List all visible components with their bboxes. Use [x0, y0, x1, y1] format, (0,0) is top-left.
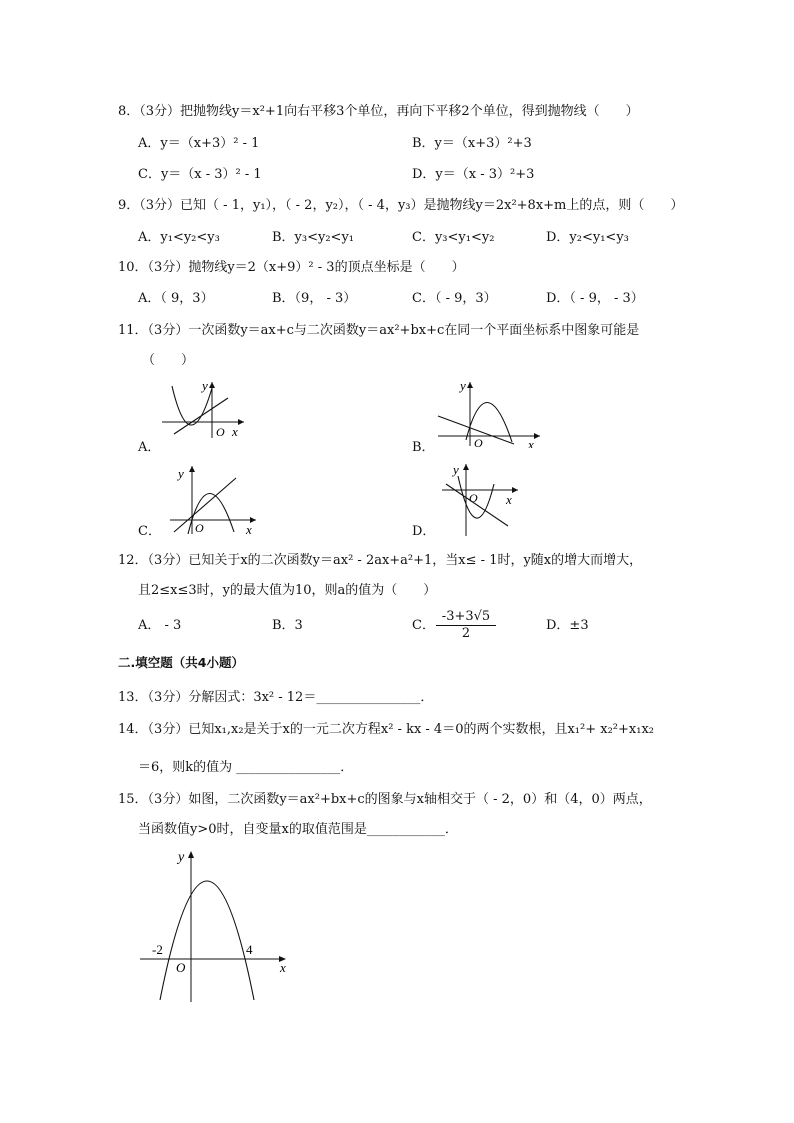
q9-option-a: A．y₁<y₂<y₃ [138, 230, 220, 245]
q11-a-y-label: y [202, 378, 208, 393]
q15-y-label: y [178, 850, 185, 865]
q11-label-a: A． [138, 440, 161, 455]
q14-line2: ＝6，则k的值为 ________________． [138, 760, 354, 775]
q11-label-b: B． [412, 440, 435, 455]
q11-b-x-label: x [528, 437, 534, 448]
q14-line1: 14．（3分）已知x₁,x₂是关于x的一元二次方程x² - kx - 4＝0的两个实数根，且x₁²+ x₂²+x₁x₂ [118, 722, 654, 737]
q10-option-d: D．（ - 9， - 3） [546, 291, 644, 306]
q8-option-c: C．y＝（x - 3）² - 1 [138, 167, 262, 182]
q12-option-c-numerator: -3+3√5 [436, 609, 496, 626]
q11-label-d: D． [412, 524, 436, 539]
q12-option-c-label: C． [412, 618, 435, 633]
q10-option-a: A．（ 9，3） [138, 291, 214, 306]
q12-option-a: A． - 3 [138, 618, 182, 633]
q8-option-d: D．y＝（x - 3）²+3 [412, 167, 535, 182]
q12-stem-line1: 12．（3分）已知关于x的二次函数y＝ax² - 2ax+a²+1，当x≤ - 1时，y随x的增大而增大， [118, 553, 643, 568]
q15-origin-label: O [176, 960, 186, 975]
q9-option-d: D．y₂<y₁<y₃ [546, 230, 629, 245]
q10-option-b: B．（9， - 3） [272, 291, 357, 306]
q11-graph-c [168, 462, 262, 536]
q11-a-x-label: x [232, 424, 238, 439]
q12-option-b: B．3 [272, 618, 303, 633]
q8-option-a: A．y＝（x+3）² - 1 [138, 136, 260, 151]
q15-x-label: x [280, 960, 286, 975]
q12-option-d: D．±3 [546, 618, 589, 633]
q11-b-y-label: y [460, 378, 466, 393]
q12-stem-line2: 且2≤x≤3时，y的最大值为10，则a的值为（ ） [138, 583, 437, 598]
q9-stem: 9．（3分）已知（ - 1，y₁），（ - 2，y₂），（ - 4，y₃）是抛物线y＝2x²+8x+m上的点，则（ ） [118, 198, 684, 213]
q11-d-origin-label: O [469, 491, 478, 505]
q11-graph-a [160, 378, 250, 440]
q10-stem: 10．（3分）抛物线y＝2（x+9）² - 3的顶点坐标是（ ） [118, 260, 465, 275]
q11-graph-d [440, 460, 522, 538]
q11-graph-b [436, 378, 544, 448]
q11-c-y-label: y [178, 466, 184, 481]
q11-a-origin-label: O [216, 425, 225, 439]
q15-line2: 当函数值y>0时，自变量x的取值范围是____________． [138, 822, 458, 837]
q9-option-c: C．y₃<y₁<y₂ [412, 230, 495, 245]
q11-d-y-label: y [453, 462, 459, 477]
q11-stem-line1: 11．（3分）一次函数y＝ax+c与二次函数y＝ax²+bx+c在同一个平面坐标系中图象可能是 [118, 323, 640, 338]
q9-option-b: B．y₃<y₂<y₁ [272, 230, 355, 245]
q15-label-4: 4 [246, 942, 253, 957]
q11-stem-line2: （ ） [142, 353, 195, 368]
q11-c-origin-label: O [195, 521, 204, 535]
q12-option-c-fraction [436, 609, 496, 642]
q15-label-neg2: -2 [152, 942, 163, 957]
q10-option-c: C．（ - 9，3） [412, 291, 497, 306]
section-title-fill-blank: 二.填空题（共4小题） [118, 655, 244, 670]
q11-b-origin-label: O [474, 436, 483, 448]
q12-option-c-denominator: 2 [461, 626, 471, 641]
q8-stem: 8．（3分）把抛物线y＝x²+1向右平移3个单位，再向下平移2个单位，得到抛物线（ ） [118, 104, 639, 119]
q11-d-x-label: x [506, 492, 512, 507]
q11-c-x-label: x [246, 522, 252, 536]
q11-label-c: C． [138, 524, 161, 539]
q8-option-b: B．y＝（x+3）²+3 [412, 136, 532, 151]
q15-parabola-graph [138, 848, 298, 1004]
q15-line1: 15．（3分）如图，二次函数y＝ax²+bx+c的图象与x轴相交于（ - 2，0）和（4，0）两点， [118, 792, 652, 807]
q13-stem: 13．（3分）分解因式：3x² - 12＝________________． [118, 690, 434, 705]
